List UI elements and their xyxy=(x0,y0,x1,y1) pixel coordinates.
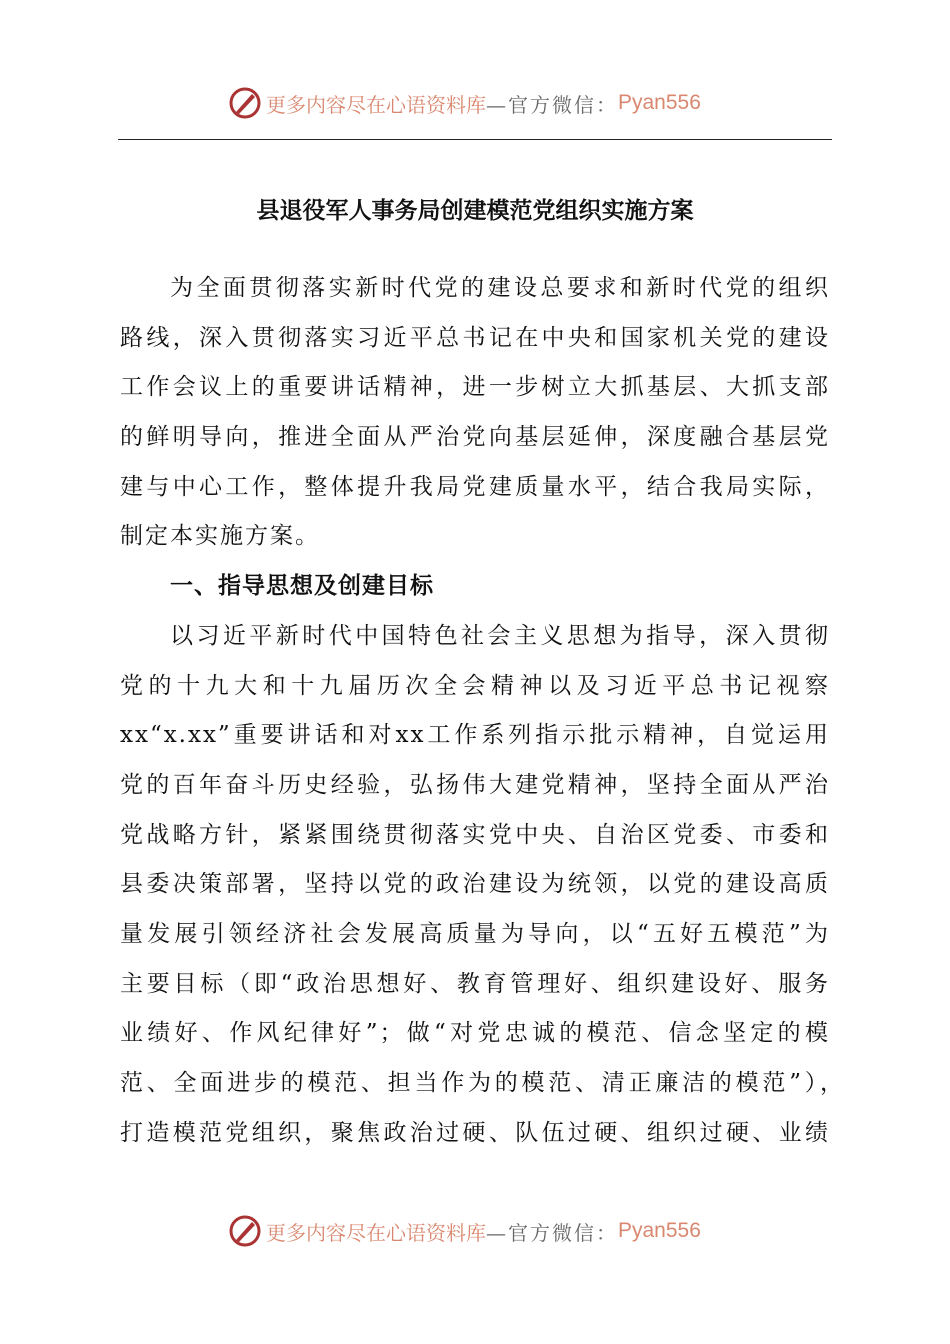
header-watermark xyxy=(228,86,701,120)
text-line: 建与中心工作，整体提升我局党建质量水平，结合我局实际， xyxy=(120,473,830,500)
text-line: 工作会议上的重要讲话精神，进一步树立大抓基层、大抓支部 xyxy=(120,374,830,401)
pen-logo-icon xyxy=(228,1214,262,1248)
header-rule xyxy=(118,139,832,140)
text-line: 路线，深入贯彻落实习近平总书记在中央和国家机关党的建设 xyxy=(120,324,830,351)
section-heading: 一、指导思想及创建目标 xyxy=(170,573,434,600)
text-line: 打造模范党组织，聚焦政治过硬、队伍过硬、组织过硬、业绩 xyxy=(120,1119,830,1146)
text-line: 党战略方针，紧紧围绕贯彻落实党中央、自治区党委、市委和 xyxy=(120,821,830,848)
footer-watermark xyxy=(228,1214,701,1248)
watermark-id: Pyan556 xyxy=(618,1219,701,1242)
text-line: 为全面贯彻落实新时代党的建设总要求和新时代党的组织 xyxy=(170,275,830,301)
watermark-id: Pyan556 xyxy=(618,91,701,114)
document-body xyxy=(120,268,845,1162)
text-line: 量发展引领经济社会发展高质量为导向，以“五好五模范”为 xyxy=(120,920,830,947)
watermark-text: 更多内容尽在心语资料库 xyxy=(266,92,486,117)
text-line: 以习近平新时代中国特色社会主义思想为指导，深入贯彻 xyxy=(170,622,830,649)
watermark-sep: —官方微信： xyxy=(486,92,618,117)
watermark-sep: —官方微信： xyxy=(486,1220,618,1245)
text-line: xx“x.xx”重要讲话和对xx工作系列指示批示精神，自觉运用 xyxy=(120,722,830,749)
text-line: 业绩好、作风纪律好”；做“对党忠诚的模范、信念坚定的模 xyxy=(120,1020,830,1047)
text-line: 主要目标（即“政治思想好、教育管理好、组织建设好、服务 xyxy=(120,970,830,997)
pen-logo-icon xyxy=(228,86,262,120)
text-line: 党的百年奋斗历史经验，弘扬伟大建党精神，坚持全面从严治 xyxy=(120,771,830,798)
document-title: 县退役军人事务局创建模范党组织实施方案 xyxy=(256,198,694,224)
text-line: 范、全面进步的模范、担当作为的模范、清正廉洁的模范”）， xyxy=(120,1070,845,1096)
text-line: 县委决策部署，坚持以党的政治建设为统领，以党的建设高质 xyxy=(120,871,830,898)
text-line: 党的十九大和十九届历次全会精神以及习近平总书记视察 xyxy=(120,672,830,699)
text-line: 制定本实施方案。 xyxy=(120,523,320,550)
text-line: 的鲜明导向，推进全面从严治党向基层延伸，深度融合基层党 xyxy=(120,424,830,451)
watermark-text: 更多内容尽在心语资料库 xyxy=(266,1220,486,1245)
